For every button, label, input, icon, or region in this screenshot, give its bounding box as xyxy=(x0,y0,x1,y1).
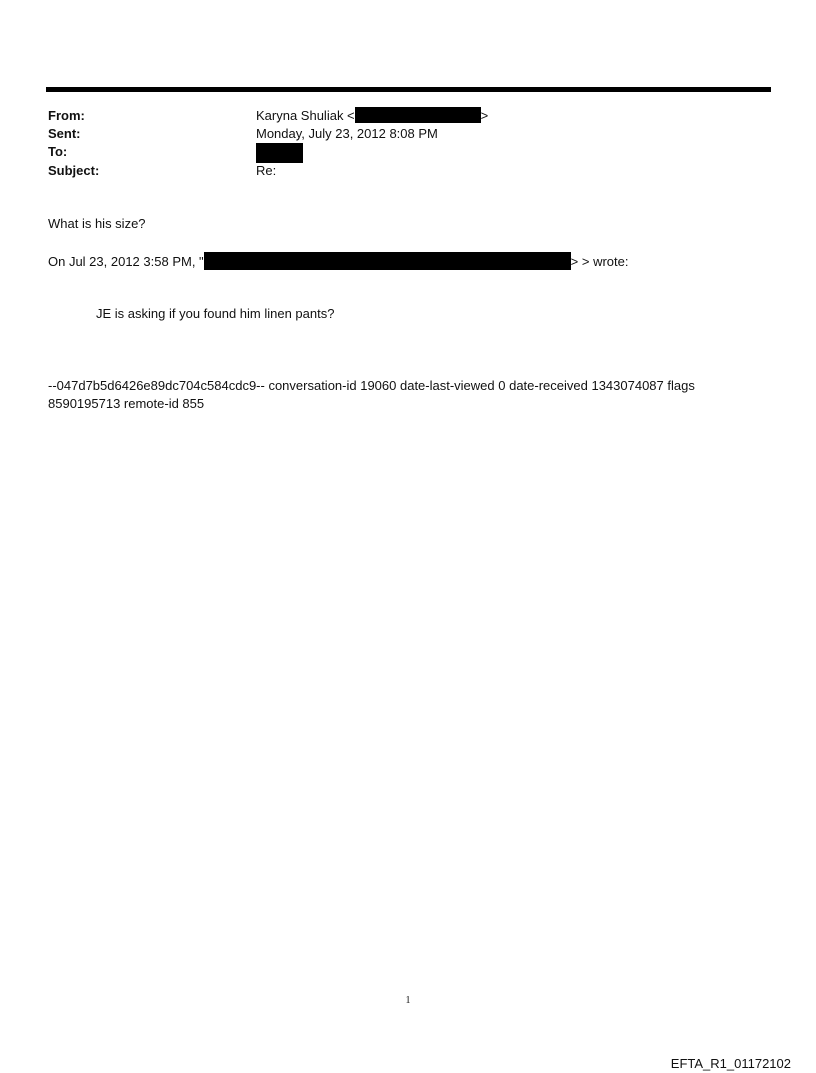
subject-value: Re: xyxy=(256,163,277,178)
to-value xyxy=(256,143,303,163)
from-label: From: xyxy=(48,108,85,123)
quoted-message: JE is asking if you found him linen pants? xyxy=(96,306,335,321)
to-label: To: xyxy=(48,144,68,159)
quote-intro xyxy=(48,253,628,271)
bates-number: EFTA_R1_01172102 xyxy=(670,1056,791,1071)
reply-text: What is his size? xyxy=(48,216,146,231)
subject-label: Subject: xyxy=(48,163,100,178)
sent-label: Sent: xyxy=(48,126,81,141)
redaction-box-quote-sender xyxy=(204,252,571,270)
sent-value: Monday, July 23, 2012 8:08 PM xyxy=(256,126,438,141)
quote-intro-suffix: > > wrote: xyxy=(570,254,629,269)
message-metadata: --047d7b5d6426e89dc704c584cdc9-- conversation-id 19060 date-last-viewed 0 date-received 1343074087 flags 8590195713 remote-id 855 xyxy=(48,378,695,411)
redaction-box-to xyxy=(256,143,303,163)
page-number: 1 xyxy=(405,995,411,1006)
header-rule xyxy=(46,87,771,92)
from-name: Karyna Shuliak < xyxy=(256,108,355,123)
redaction-box-from xyxy=(355,107,481,123)
from-suffix: > xyxy=(480,108,489,123)
from-value xyxy=(256,107,488,125)
quote-intro-prefix: On Jul 23, 2012 3:58 PM, " xyxy=(48,254,204,269)
